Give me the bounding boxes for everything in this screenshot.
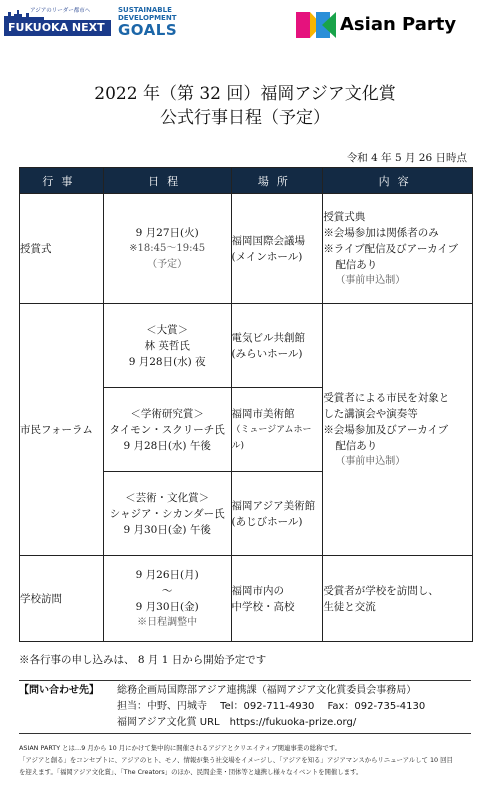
award-place2: (メインホール) <box>231 250 303 263</box>
forum-s1-place-cell <box>231 304 323 388</box>
asian-party-word: Asian Party <box>340 14 457 35</box>
forum-s2-place1: 福岡市美術館 <box>231 407 295 420</box>
school-content-cell <box>323 556 473 642</box>
as-of-date: 令和 4 年 5 月 26 日時点 <box>346 152 467 164</box>
forum-s1-date: 9 月28日(水) 夜 <box>128 355 206 368</box>
forum-event: 市民フォーラム <box>20 304 104 556</box>
header-date: 日程 <box>103 168 231 194</box>
contact-line3: 福岡アジア文化賞 URL https://fukuoka-prize.org/ <box>117 717 357 728</box>
table-row <box>20 556 473 642</box>
title-line2: 公式行事日程（予定） <box>160 108 330 128</box>
footer-line1: ASIAN PARTY とは…9 月から 10 月にかけて集中的に開催されるアジアとクリエイティブ関連事業の総称です。 <box>19 744 342 752</box>
table-header-row <box>20 168 473 194</box>
school-date-cell <box>103 556 231 642</box>
school-tilde: ～ <box>161 584 173 597</box>
school-date2: 9 月30日(金) <box>135 600 199 613</box>
title-line1: 2022 年（第 32 回）福岡アジア文化賞 <box>94 84 396 104</box>
award-content5: （事前申込制） <box>335 274 406 286</box>
header-content: 内容 <box>323 168 473 194</box>
forum-s3-cell <box>103 472 231 556</box>
award-place-cell <box>231 194 323 304</box>
sdg-line1: SUSTAINABLE <box>118 6 172 14</box>
award-content4: 配信あり <box>335 258 378 271</box>
page-title <box>0 82 490 130</box>
table-row <box>20 194 473 304</box>
award-event: 授賞式 <box>20 194 104 304</box>
school-content1: 受賞者が学校を訪問し、 <box>323 584 439 597</box>
school-event: 学校訪問 <box>20 556 104 642</box>
forum-s1-name: 林 英哲氏 <box>144 339 190 352</box>
forum-content3: ※会場参加及びアーカイブ <box>323 423 449 436</box>
forum-s3-place2: (あじびホール) <box>231 515 303 528</box>
schedule-table <box>19 167 473 642</box>
footer-line2: 「アジアと創る」をコンセプトに、アジアのヒト、モノ、情報が集う社交場をイメージし、「アジアを知る」アジアマンスからリニューアルして 10 回目 <box>19 756 453 764</box>
forum-s3-category: ＜芸術・文化賞＞ <box>125 491 210 504</box>
fukuoka-tagline: アジアのリーダー都市へ <box>30 8 91 14</box>
award-date: 9 月27日(火) <box>135 226 199 239</box>
forum-s3-date: 9 月30日(金) 午後 <box>123 523 211 536</box>
contact-box <box>19 680 471 734</box>
logo-bar <box>0 0 490 48</box>
forum-content-cell <box>323 304 473 556</box>
school-place-cell <box>231 556 323 642</box>
fukuoka-next-word: FUKUOKA NEXT <box>4 20 111 36</box>
forum-s2-name: タイモン・スクリーチ氏 <box>109 423 225 436</box>
award-content3: ※ライブ配信及びアーカイブ <box>323 242 459 255</box>
forum-s1-place1: 電気ビル共創館 <box>231 331 306 344</box>
forum-s1-category: ＜大賞＞ <box>146 323 189 336</box>
contact-line1: 総務企画局国際部アジア連携課（福岡アジア文化賞委員会事務局） <box>117 685 417 696</box>
forum-s2-place-cell <box>231 388 323 472</box>
forum-content4: 配信あり <box>335 439 378 452</box>
contact-label: 【問い合わせ先】 <box>19 685 99 696</box>
forum-content2: した講演会や演奏等 <box>323 407 418 420</box>
sdgs-logo <box>118 6 208 42</box>
award-date-cell <box>103 194 231 304</box>
award-content1: 授賞式典 <box>323 210 366 223</box>
sdg-line2: DEVELOPMENT <box>118 14 177 22</box>
school-adjust: ※日程調整中 <box>137 616 198 628</box>
award-time: ※18:45～19:45 <box>129 242 206 254</box>
forum-s3-name: シャジア・シカンダー氏 <box>109 507 225 520</box>
school-place1: 福岡市内の <box>231 584 285 597</box>
table-row <box>20 304 473 388</box>
school-content2: 生徒と交流 <box>323 600 376 613</box>
footer-line3: を迎えます。「福岡アジア文化賞」、「The Creators」のほか、民間企業・団体等と連携し様々なイベントを開催します。 <box>19 768 363 776</box>
school-place2: 中学校・高校 <box>231 600 295 613</box>
sdg-line3: GOALS <box>118 21 178 39</box>
forum-s2-cell <box>103 388 231 472</box>
asian-party-logo <box>296 12 486 40</box>
header-event: 行事 <box>20 168 104 194</box>
footer <box>19 742 473 778</box>
application-note: ※各行事の申し込みは、 8 月 1 日から開始予定です <box>19 654 267 666</box>
asian-party-mark-icon <box>296 12 336 38</box>
forum-s2-category: ＜学術研究賞＞ <box>130 407 204 420</box>
forum-s1-cell <box>103 304 231 388</box>
contact-values <box>117 683 467 731</box>
award-content-cell <box>323 194 473 304</box>
forum-s1-place2: (みらいホール) <box>231 347 303 360</box>
award-place1: 福岡国際会議場 <box>231 234 306 247</box>
header-place: 場所 <box>231 168 323 194</box>
forum-content5: （事前申込制） <box>335 455 406 467</box>
forum-s3-place1: 福岡アジア美術館 <box>231 499 316 512</box>
award-tentative: （予定） <box>147 258 188 270</box>
contact-line2: 担当：中野、円城寺 Tel：092-711-4930 Fax：092-735-4130 <box>117 701 426 712</box>
forum-s2-date: 9 月28日(水) 午後 <box>123 439 211 452</box>
forum-s3-place-cell <box>231 472 323 556</box>
forum-content1: 受賞者による市民を対象と <box>323 391 450 404</box>
school-date1: 9 月26日(月) <box>135 568 199 581</box>
fukuoka-next-logo <box>4 6 104 40</box>
award-content2: ※会場参加は関係者のみ <box>323 226 439 239</box>
forum-s2-place2: （ミュージアムホール) <box>231 424 312 451</box>
